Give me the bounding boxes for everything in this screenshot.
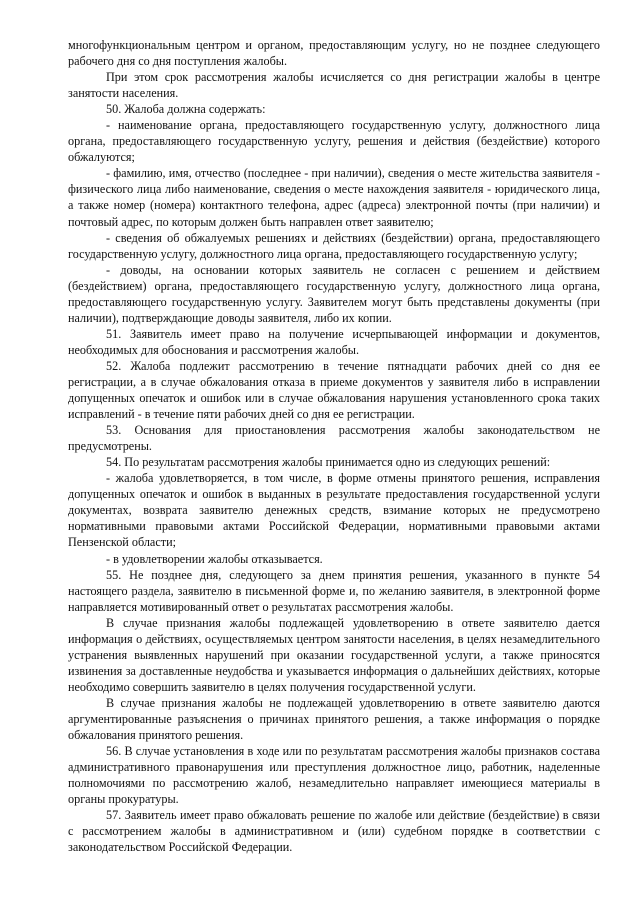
list-item-authority-name: - наименование органа, предоставляющего государственную услугу, должностного лица органа, предоставляющего государственную услугу, решения и действия (бездействие) которого обжалуются; xyxy=(68,118,600,165)
paragraph-51: 51. Заявитель имеет право на получение исчерпывающей информации и документов, необходимых для обоснования и рассмотрения жалобы. xyxy=(68,326,600,357)
list-item-applicant-details: - фамилию, имя, отчество (последнее - при наличии), сведения о месте жительства заявителя - физического лица либо наименование, сведения о месте нахождения заявителя - юридического лица, а также номер (номера) контактного телефона, адрес (адреса) электронной почты (при наличии) и почтовый адрес, по которым должен быть направлен ответ заявителю; xyxy=(68,166,600,229)
paragraph-satisfied-case: В случае признания жалобы подлежащей удовлетворению в ответе заявителю дается информация о действиях, осуществляемых центром занятости населения, в целях незамедлительного устранения выявленных нарушений при оказании государственной услуги, а также приносятся извинения за доставленные неудобства и указывается информация о дальнейших действиях, которые необходимо совершить заявителю в целях получения государственной услуги. xyxy=(68,615,600,694)
paragraph-50: 50. Жалоба должна содержать: xyxy=(106,102,266,117)
paragraph-52: 52. Жалоба подлежит рассмотрению в течение пятнадцати рабочих дней со дня ее регистрации, а в случае обжалования отказа в приеме документов у заявителя либо в исправлении допущенных опечаток и ошибок или в случае обжалования нарушения установленного срока таких исправлений - в течение пяти рабочих дней со дня ее регистрации. xyxy=(68,358,600,422)
paragraph-rejected-case: В случае признания жалобы не подлежащей удовлетворению в ответе заявителю даются аргументированные разъяснения о причинах принятого решения, а также информация о порядке обжалования принятого решения. xyxy=(68,695,600,743)
paragraph-54: 54. По результатам рассмотрения жалобы принимается одно из следующих решений: xyxy=(106,455,551,470)
document-body xyxy=(68,37,600,855)
paragraph-57: 57. Заявитель имеет право обжаловать решение по жалобе или действие (бездействие) в связи с рассмотрением жалобы в административном и (или) судебном порядке в соответствии с законодательством Российской Федерации. xyxy=(68,808,600,855)
paragraph-53: 53. Основания для приостановления рассмотрения жалобы законодательством не предусмотрены. xyxy=(68,423,600,454)
list-item-complaint-rejected: - в удовлетворении жалобы отказывается. xyxy=(106,551,323,566)
list-item-arguments: - доводы, на основании которых заявитель не согласен с решением и действием (бездействием) органа, предоставляющего государственную услугу, должностного лица органа, предоставляющего государственную услугу. Заявителем могут быть представлены документы (при наличии), подтверждающие доводы заявителя, либо их копии. xyxy=(68,262,600,325)
list-item-decision-details: - сведения об обжалуемых решениях и действиях (бездействии) органа, предоставляющего государственную услугу, должностного лица органа, предоставляющего государственную услугу; xyxy=(68,230,600,261)
paragraph-complaint-term: При этом срок рассмотрения жалобы исчисляется со дня регистрации жалобы в центре занятости населения. xyxy=(68,70,600,101)
paragraph-continuation: многофункциональным центром и органом, предоставляющим услугу, но не позднее следующего рабочего дня со дня поступления жалобы. xyxy=(68,38,600,69)
paragraph-55: 55. Не позднее дня, следующего за днем принятия решения, указанного в пункте 54 настоящего раздела, заявителю в письменной форме и, по желанию заявителя, в электронной форме направляется мотивированный ответ о результатах рассмотрения жалобы. xyxy=(68,567,600,614)
paragraph-56: 56. В случае установления в ходе или по результатам рассмотрения жалобы признаков состава административного правонарушения или преступления должностное лицо, работник, наделенные полномочиями по рассмотрению жалоб, незамедлительно направляет имеющиеся материалы в органы прокуратуры. xyxy=(68,744,600,807)
list-item-complaint-satisfied: - жалоба удовлетворяется, в том числе, в форме отмены принятого решения, исправления допущенных опечаток и ошибок в выданных в результате предоставления государственной услуги документах, возврата заявителю денежных средств, взимание которых не предусмотрено нормативными правовыми актами Российской Федерации, нормативными правовыми актами Пензенской области; xyxy=(68,471,600,550)
